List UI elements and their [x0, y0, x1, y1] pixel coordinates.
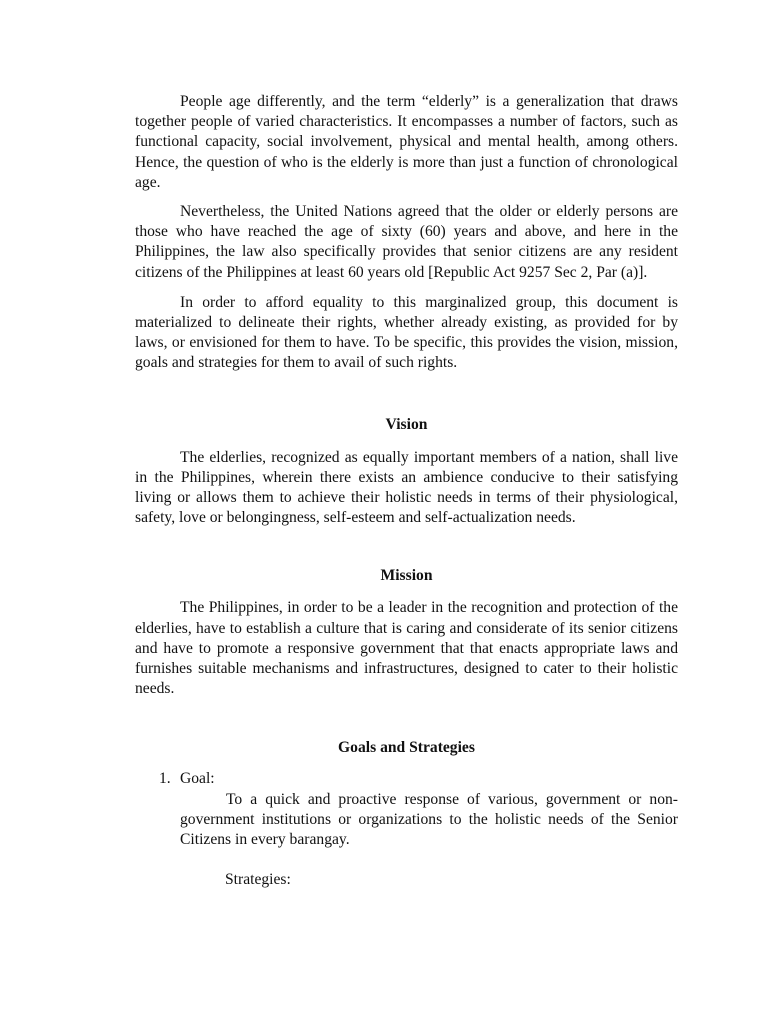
intro-paragraph-2: Nevertheless, the United Nations agreed that the older or elderly persons are those who have reached the age of sixty (60) years and above, and here in the Philippines, the law also specifically provides that senior citizens are any resident citizens of the Philippines at least 60 years old [Republic Act 9257 Sec 2, Par (a)].: [135, 203, 678, 281]
goal-label: Goal:: [180, 770, 215, 788]
goal-item: [135, 769, 678, 890]
mission-paragraph: The Philippines, in order to be a leader in the recognition and protection of the elderlies, have to establish a culture that is caring and considerate of its senior citizens and have to promote a responsive government that that enacts appropriate laws and furnishes suitable mechanisms and infrastructures, designed to cater to their holistic needs.: [135, 599, 678, 698]
vision-paragraph: The elderlies, recognized as equally important members of a nation, shall live in the Philippines, wherein there exists an ambience conducive to their satisfying living or allows them to achieve their holistic needs in terms of their physiological, safety, love or belongingness, self-esteem and self-actualization needs.: [135, 448, 678, 527]
goal-body: [180, 769, 678, 850]
vision-heading: Vision: [385, 415, 428, 433]
intro-paragraph-3: In order to afford equality to this marginalized group, this document is materialized to delineate their rights, whether already existing, as provided for by laws, or envisioned for them to have. To be specific, this provides the vision, mission, goals and strategies for them to avail of such rights.: [135, 293, 678, 372]
mission-heading: Mission: [380, 567, 433, 585]
strategies-label: Strategies:: [225, 871, 291, 889]
goal-text: To a quick and proactive response of various, government or non-government institutions or organizations to the holistic needs of the Senior Citizens in every barangay.: [180, 790, 678, 849]
goal-number: 1.: [159, 770, 171, 788]
document-body: [135, 92, 678, 890]
intro-paragraph-1: People age differently, and the term “elderly” is a generalization that draws together people of varied characteristics. It encompasses a number of factors, such as functional capacity, social involvement, physical and mental health, among others. Hence, the question of who is the elderly is more than just a function of chronological age.: [135, 93, 678, 191]
goals-heading: Goals and Strategies: [338, 739, 475, 757]
goal-list: [135, 769, 678, 890]
